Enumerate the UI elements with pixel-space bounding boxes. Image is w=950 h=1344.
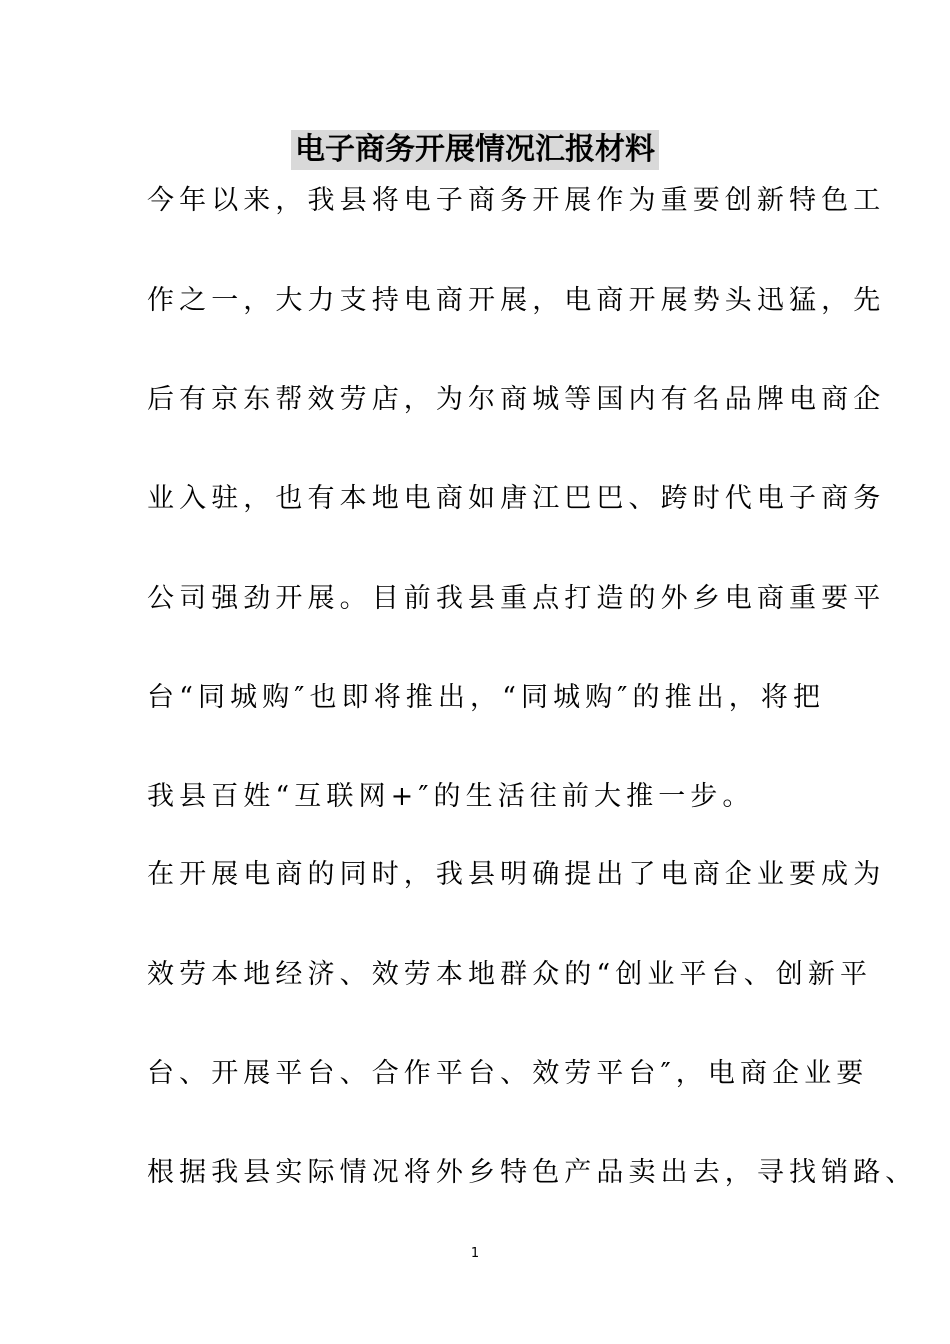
body-line: 台、开展平台、合作平台、效劳平台″，电商企业要 bbox=[147, 1058, 869, 1089]
body-line: 作之一，大力支持电商开展，电商开展势头迅猛，先 bbox=[147, 285, 886, 316]
body-line: 业入驻，也有本地电商如唐江巴巴、跨时代电子商务 bbox=[147, 483, 886, 514]
body-line: 后有京东帮效劳店，为尔商城等国内有名品牌电商企 bbox=[147, 384, 886, 415]
body-line: 效劳本地经济、效劳本地群众的“创业平台、创新平 bbox=[147, 959, 873, 990]
body-line: 台“同城购″也即将推出，“同城购″的推出，将把 bbox=[147, 682, 826, 713]
document-title bbox=[0, 130, 950, 170]
page-number: 1 bbox=[470, 1246, 480, 1261]
body-line: 今年以来，我县将电子商务开展作为重要创新特色工 bbox=[147, 185, 886, 216]
body-line: 根据我县实际情况将外乡特色产品卖出去，寻找销路、 bbox=[147, 1157, 918, 1188]
document-title-text: 电子商务开展情况汇报材料 bbox=[291, 130, 659, 170]
body-line: 在开展电商的同时，我县明确提出了电商企业要成为 bbox=[147, 859, 886, 890]
body-line: 我县百姓“互联网+″的生活往前大推一步。 bbox=[147, 781, 755, 812]
body-line: 公司强劲开展。目前我县重点打造的外乡电商重要平 bbox=[147, 583, 886, 614]
